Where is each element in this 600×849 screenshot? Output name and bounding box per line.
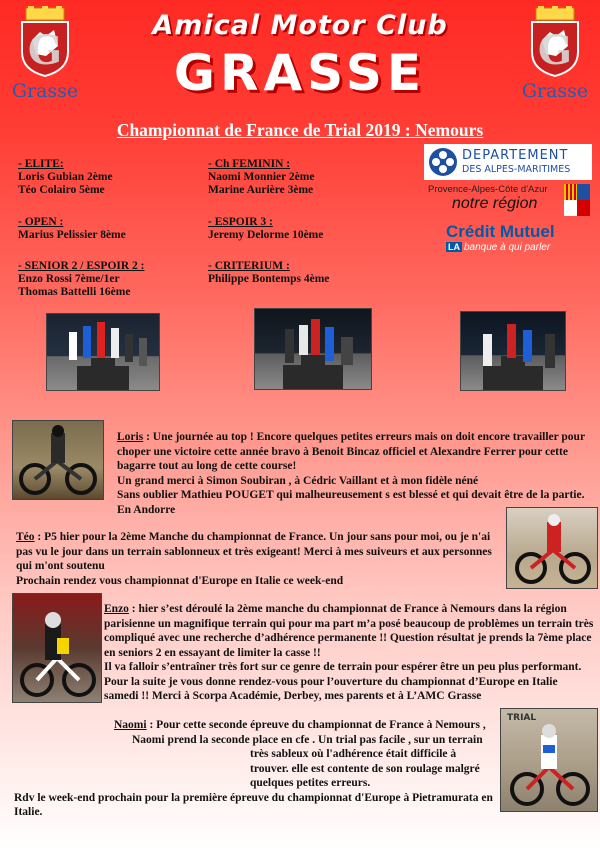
trial-banner-text: TRIAL — [507, 713, 537, 723]
enzo-photo — [12, 593, 102, 703]
page-heading: Championnat de France de Trial 2019 : Nemours — [116, 120, 484, 140]
result-line: Marine Aurière 3ème — [208, 184, 314, 196]
teo-photo — [506, 507, 598, 589]
club-name: GRASSE — [173, 44, 427, 102]
category-label: - ELITE: — [18, 158, 64, 170]
category-label: - SENIOR 2 / ESPOIR 2 : — [18, 260, 145, 272]
svg-text:G: G — [537, 27, 573, 74]
category-label: - ESPOIR 3 : — [208, 216, 273, 228]
region-logo: Provence-Alpes-Côte d'Azur notre région — [424, 184, 592, 218]
naomi-photo — [500, 708, 598, 812]
naomi-paragraph: Naomi : Pour cette seconde épreuve du championnat de France à Nemours , Naomi prend la seconde place en cfe . Un trial pas facile , sur un terrain très sableux où l'adhérence était difficile à trouver. elle est contente de son roulage malgré quelques petites erreurs. Rdv le week-end prochain pour la première épreuve du championnat d'Europe à Pietramurata en Italie. — [14, 719, 493, 818]
result-line: Marius Pelissier 8ème — [18, 229, 126, 241]
departement-logo: DEPARTEMENT DES ALPES-MARITIMES — [424, 144, 592, 180]
crest-label: Grasse — [521, 80, 589, 102]
results-espoir3 — [208, 216, 323, 242]
teo-paragraph: Téo : P5 hier pour la 2ème Manche du championnat de France. Un jour sans pour moi, ou je n'ai pas vu le jour dans un terrain sablonneux et très exigeant! Merci à mes suiveurs et aux personnes qui m'ont soutenu Prochain rendez vous championnat d'Europe en Italie ce week-end — [16, 531, 492, 587]
rider-name: Naomi — [114, 719, 147, 731]
crest-label: Grasse — [11, 80, 79, 102]
rider-name: Téo — [16, 531, 35, 543]
club-title: Amical Motor Club — [152, 10, 448, 41]
result-line: Jeremy Delorme 10ème — [208, 229, 324, 241]
region-flag-icon — [564, 184, 590, 216]
podium-photo-feminin — [460, 311, 566, 391]
podium-photo-senior — [254, 308, 372, 390]
result-line: Naomi Monnier 2ème — [208, 171, 315, 183]
results-feminin — [208, 158, 314, 197]
rider-name: Loris — [117, 431, 144, 443]
category-label: - OPEN : — [18, 216, 64, 228]
enzo-paragraph: Enzo : hier s’est déroulé la 2ème manche du championnat de France à Nemours dans la région parisienne un magnifique terrain qui pour ma part m’a posé beaucoup de problèmes un terrain très compliqué avec une recherche d’adhérence permanente !! Question résultat je prends la 7ème place en seniors 2 en essayant de limiter la casse !! Il va falloir s’entraîner très fort sur ce genre de terrain pour espérer être un peu plus performant. Pour la suite je vous donne rendez-vous pour l’ouverture du championnat d’Europe en Italie samedi !! Merci à Scorpa Académie, Derbey, mes parents et à L’AMC Grasse — [104, 603, 594, 702]
result-line: Enzo Rossi 7ème/1er — [18, 273, 120, 285]
result-line: Philippe Bontemps 4ème — [208, 273, 330, 285]
results-elite — [18, 158, 113, 197]
category-label: - Ch FEMININ : — [208, 158, 291, 170]
category-label: - CRITERIUM : — [208, 260, 290, 272]
result-line: Loris Gubian 2ème — [18, 171, 113, 183]
credit-mutuel-logo: Crédit Mutuel LA banque à qui parler — [446, 222, 555, 253]
result-line: Thomas Battelli 16ème — [18, 286, 131, 298]
svg-text:G: G — [27, 27, 63, 74]
results-criterium — [208, 260, 329, 286]
loris-paragraph: Loris : Une journée au top ! Encore quelques petites erreurs mais on doit encore travailler pour choper une victoire cette année bravo à Benoit Bincaz officiel et Alexandre Ferrer pour cette bagarre tout au long de cette course! Un grand merci à Simon Soubiran , à Cédric Vaillant et à mon fidèle néné Sans oublier Mathieu POUGET qui malheureusement s est blessé et qui devait être de la partie. En Andorre — [117, 431, 585, 516]
results-senior — [18, 260, 145, 299]
loris-photo — [12, 420, 104, 500]
results-open — [18, 216, 126, 242]
podium-photo-elite — [46, 313, 160, 391]
rider-name: Enzo — [104, 603, 129, 615]
flower-emblem-icon — [428, 147, 458, 177]
result-line: Téo Colairo 5ème — [18, 184, 105, 196]
